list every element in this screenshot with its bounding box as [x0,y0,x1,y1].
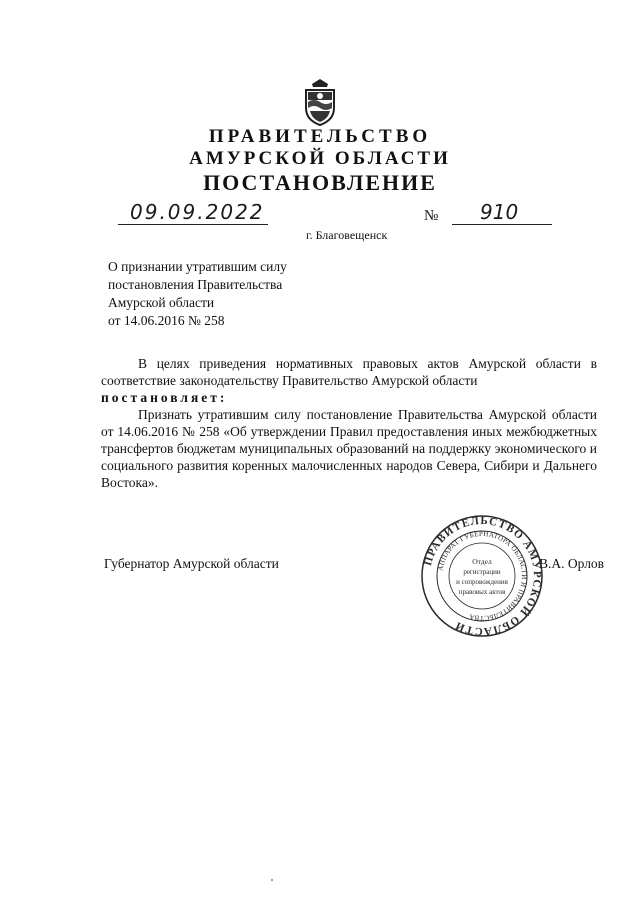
document-subject [108,258,287,330]
document-number: 910 [480,200,519,224]
coat-of-arms-icon [300,78,340,126]
official-seal-stamp [420,514,544,638]
subject-line: от 14.06.2016 № 258 [108,313,225,328]
signatory-title: Губернатор Амурской области [104,556,279,571]
seal-center-line: правовых актов [458,588,506,596]
body-paragraph-1: В целях приведения нормативных правовых актов Амурской области в соответствие законодательству Правительство Амурской области [101,356,597,388]
seal-center-line: Отдел [472,557,492,566]
signatory-name: В.А. Орлов [539,556,605,571]
document-date: 09.09.2022 [130,200,265,224]
seal-center-line: регистрации [463,568,501,576]
seal-outer-text: ПРАВИТЕЛЬСТВО АМУРСКОЙ ОБЛАСТИ [422,514,544,638]
number-underline [452,224,552,225]
document-type: ПОСТАНОВЛЕНИЕ [203,170,437,195]
city: г. Благовещенск [306,228,388,242]
number-label: № [424,208,439,224]
subject-line: Амурской области [108,295,215,310]
date-underline [118,224,268,225]
page-mark [271,879,273,881]
subject-line: О признании утратившим силу [108,259,287,274]
header-region: АМУРСКОЙ ОБЛАСТИ [189,148,451,169]
subject-line: постановления Правительства [108,277,283,292]
seal-center-line: и сопровождения [456,578,508,586]
body-paragraph-2: Признать утратившим силу постановление Правительства Амурской области от 14.06.2016 № 258 «Об утверждении Правил предоставления иных межбюджетных трансфертов бюджетам муниципальных образований на поддержку экономического и социального развития коренных малочисленных народов Севера, Сибири и Дальнего Востока». [101,407,597,490]
document-body [101,355,597,491]
seal-ring-text: АППАРАТ ГУБЕРНАТОРА ОБЛАСТИ И ПРАВИТЕЛЬСТВА [436,529,529,623]
header-government: ПРАВИТЕЛЬСТВО [208,126,432,147]
body-keyword: постановляет: [101,390,228,405]
